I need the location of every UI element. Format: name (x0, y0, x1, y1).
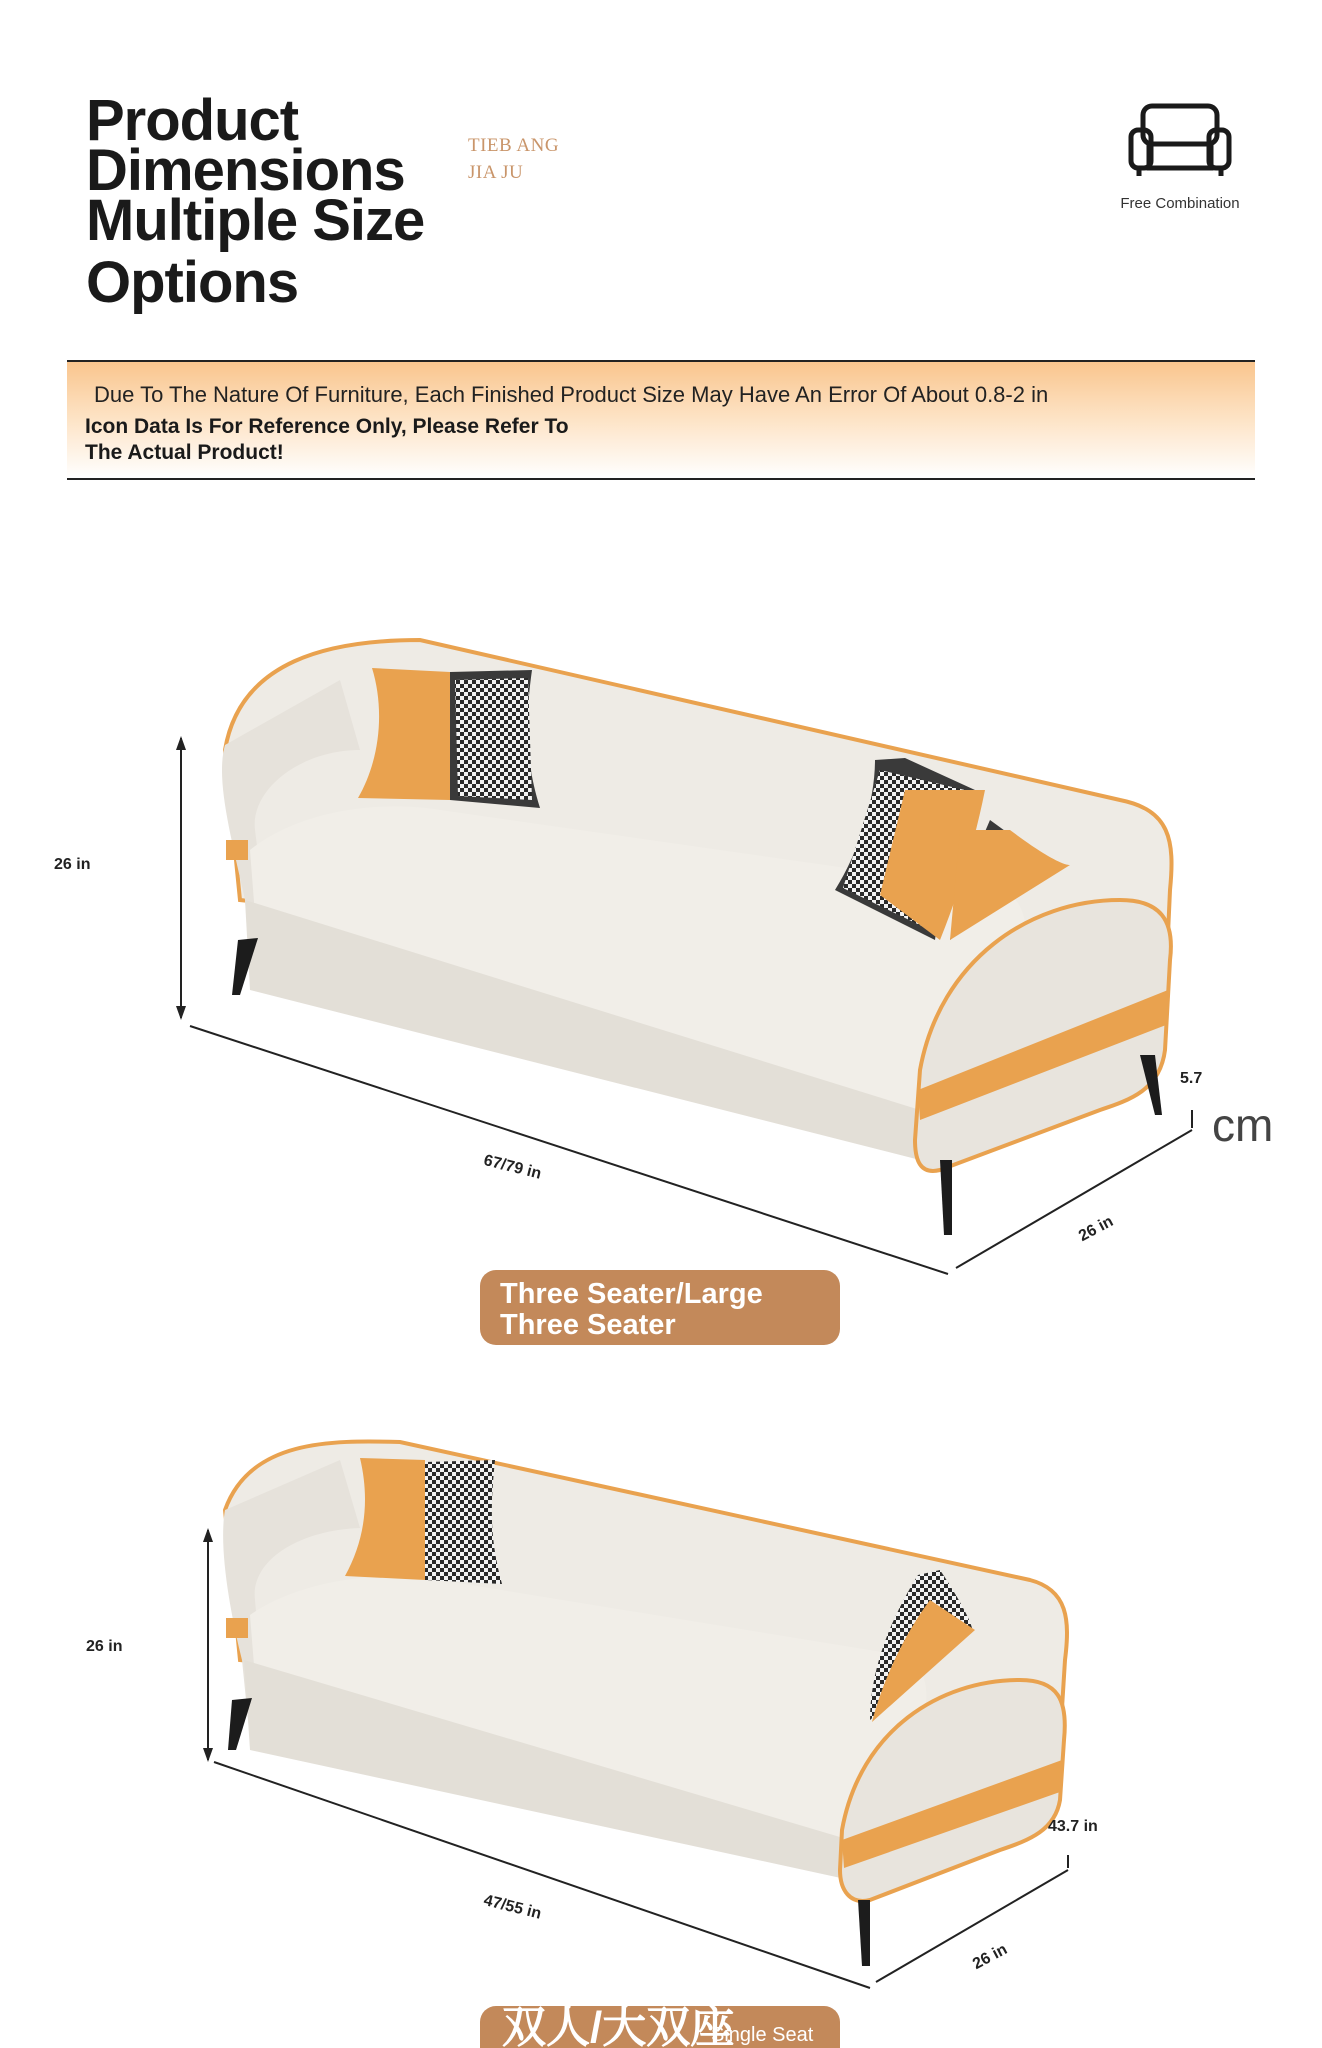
page-title (86, 88, 466, 315)
sofa-two-seater-image (0, 1400, 1322, 2000)
notice-line-2: Icon Data Is For Reference Only, Please Refer To The Actual Product! (85, 415, 569, 464)
title-line-2: Dimensions (86, 138, 405, 203)
sofa1-depth-label: 26 in (1076, 1212, 1117, 1246)
sofa2-height-label: 26 in (86, 1638, 123, 1655)
sofa1-length-label: 67/79 in (481, 1152, 543, 1183)
sofa1-badge (480, 1270, 840, 1345)
brand-logo (468, 132, 559, 186)
sofa2-badge-sub-label: Single Seat (711, 2024, 814, 2046)
title-line-3: Multiple Size (86, 188, 425, 253)
sofa2-length-label: 47/55 in (481, 1892, 543, 1923)
free-combination-label: Free Combination (1120, 195, 1240, 212)
sofa-three-seater-image (0, 600, 1322, 1300)
sofa2-leg-label: 43.7 in (1048, 1818, 1098, 1835)
sofa-icon (1125, 100, 1235, 180)
brand-line-1: TIEB ANG (468, 135, 560, 156)
title-line-4: Options (86, 250, 299, 315)
sofa1-badge-label: Three Seater/Large Three Seater (500, 1278, 763, 1341)
sofa1-leg-label: 5.7 (1180, 1070, 1203, 1087)
sofa2-depth-label: 26 in (970, 1940, 1011, 1974)
sofa2-badge (480, 2003, 840, 2048)
title-line-1: Product (86, 88, 299, 153)
sofa1-unit-label: cm (1212, 1099, 1274, 1151)
sofa2-badge-label: 双人/大双座 (502, 2003, 735, 2048)
notice-banner (67, 360, 1255, 480)
sofa1-height-label: 26 in (54, 856, 91, 873)
notice-line-1: Due To The Nature Of Furniture, Each Finished Product Size May Have An Error Of About 0.8-2 in (94, 382, 1049, 407)
free-combination (1100, 100, 1260, 212)
brand-line-2: JIA JU (468, 162, 524, 183)
